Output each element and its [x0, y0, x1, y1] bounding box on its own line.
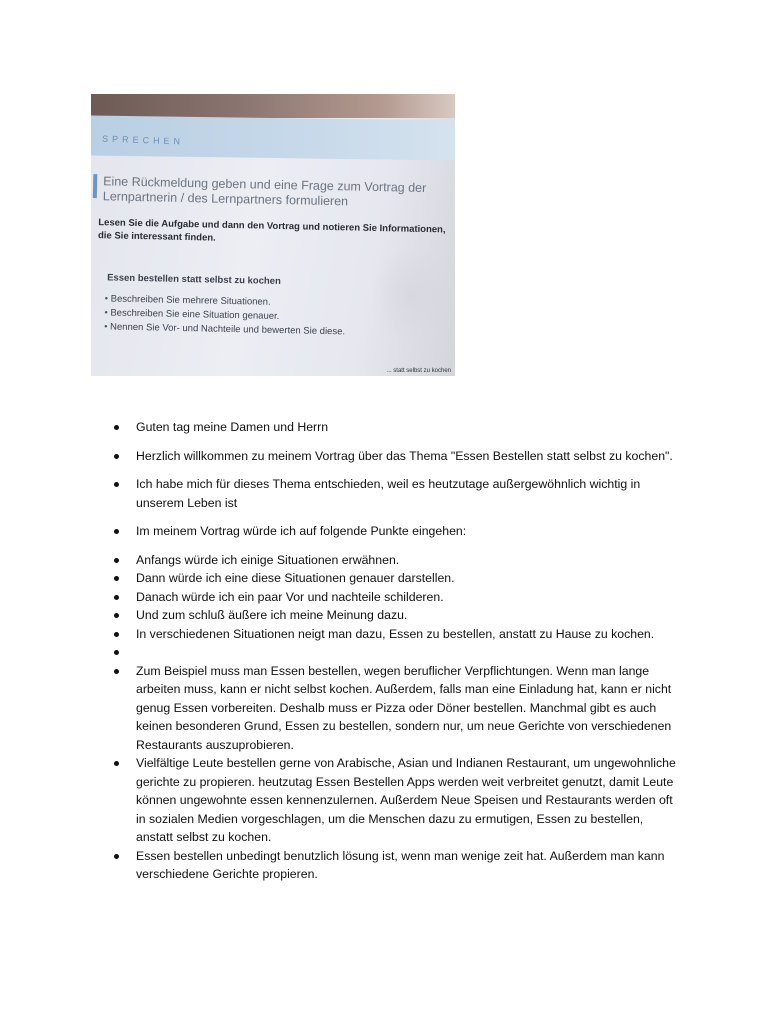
exercise-heading: Eine Rückmeldung geben und eine Frage zum Vortrag der Lernpartnerin / des Lernpartners formulieren	[102, 174, 427, 209]
speech-bullet-list	[112, 418, 682, 884]
bullet-item	[112, 606, 682, 625]
bullet-item	[112, 475, 682, 512]
bullet-item	[112, 754, 682, 847]
bullet-dot	[114, 595, 119, 600]
bullet-dot	[114, 761, 119, 766]
bullet-item	[112, 588, 682, 607]
bullet-item	[112, 418, 682, 437]
bullet-dot	[114, 576, 119, 581]
bullet-dot	[114, 425, 119, 430]
bullet-dot	[114, 669, 119, 674]
bullet-text: Vielfältige Leute bestellen gerne von Arabische, Asian und Indianen Restaurant, um ungewohnliche gerichte zu propieren. heutzutag Essen Bestellen Apps werden weit verbreitet genutzt, damit Leute können ungewohnte essen kennenzulernen. Außerdem Neue Speisen und Restaurants werden oft in sozialen Medien vorgeschlagen, um die Menschen dazu zu ermutigen, Essen zu bestellen, anstatt selbst zu kochen.	[136, 756, 676, 844]
bullet-item	[112, 551, 682, 570]
bullet-dot	[114, 854, 119, 859]
bullet-item-empty	[112, 643, 682, 662]
bullet-text: Guten tag meine Damen und Herrn	[136, 420, 329, 434]
textbook-photo	[91, 94, 455, 376]
task-list	[104, 292, 435, 341]
task-item: • Beschreiben Sie mehrere Situationen.	[105, 292, 435, 313]
bullet-text: Ich habe mich für dieses Thema entschieden, weil es heutzutage außergewöhnlich wichtig in unserem Leben ist	[136, 477, 641, 510]
bullet-dot	[114, 454, 119, 459]
bullet-text: Und zum schluß äußere ich meine Meinung dazu.	[136, 608, 408, 622]
task-item: • Nennen Sie Vor- und Nachteile und bewerten Sie diese.	[104, 320, 434, 341]
bullet-item	[112, 569, 682, 588]
bullet-text: Anfangs würde ich einige Situationen erwähnen.	[136, 552, 400, 567]
bullet-item	[112, 847, 682, 884]
bullet-text: Dann würde ich eine diese Situationen genauer darstellen.	[136, 571, 455, 585]
bullet-text: In verschiedenen Situationen neigt man dazu, Essen zu bestellen, anstatt zu Hause zu kochen.	[136, 626, 655, 641]
section-label: SPRECHEN	[101, 133, 185, 147]
task-subheading: Essen bestellen statt selbst zu kochen	[107, 272, 281, 288]
exercise-instruction: Lesen Sie die Aufgabe und dann den Vortrag und notieren Sie Informationen, die Sie interessant finden.	[97, 217, 446, 244]
bullet-item	[112, 522, 682, 541]
bullet-item	[112, 447, 682, 466]
bullet-item	[112, 625, 682, 644]
bullet-text: Essen bestellen unbedingt benutzlich lösung ist, wenn man wenige zeit hat. Außerdem man kann verschiedene Gerichte propieren.	[136, 848, 665, 881]
bullet-dot	[114, 482, 119, 487]
photo-content	[91, 94, 455, 376]
bullet-dot	[114, 632, 119, 637]
bullet-text: Zum Beispiel muss man Essen bestellen, wegen beruflicher Verpflichtungen. Wenn man lange arbeiten muss, kann er nicht selbst kochen. Außerdem, falls man eine Einladung hat, kann er nicht genug Essen vorbereiten. Deshalb muss er Pizza oder Döner bestellen. Manchmal gibt es auch keinen besonderen Grund, Essen zu bestellen, sondern nur, um neue Gerichte von verschiedenen Restaurants auszuprobieren.	[136, 663, 672, 752]
bullet-text: Herzlich willkommen zu meinem Vortrag über das Thema "Essen Bestellen statt selbst zu kochen".	[136, 448, 673, 463]
task-item: • Beschreiben Sie eine Situation genauer.	[104, 306, 434, 327]
bullet-dot	[114, 613, 119, 618]
bullet-text: Danach würde ich ein paar Vor und nachteile schilderen.	[136, 589, 444, 604]
bullet-text: Im meinem Vortrag würde ich auf folgende Punkte eingehen:	[136, 524, 467, 538]
bullet-dot	[114, 558, 119, 563]
heading-accent-bar	[93, 174, 98, 198]
bullet-dot	[114, 529, 119, 534]
bullet-item	[112, 662, 682, 755]
photo-footer-note: ... statt selbst zu kochen	[386, 368, 451, 374]
bullet-dot	[114, 650, 119, 655]
